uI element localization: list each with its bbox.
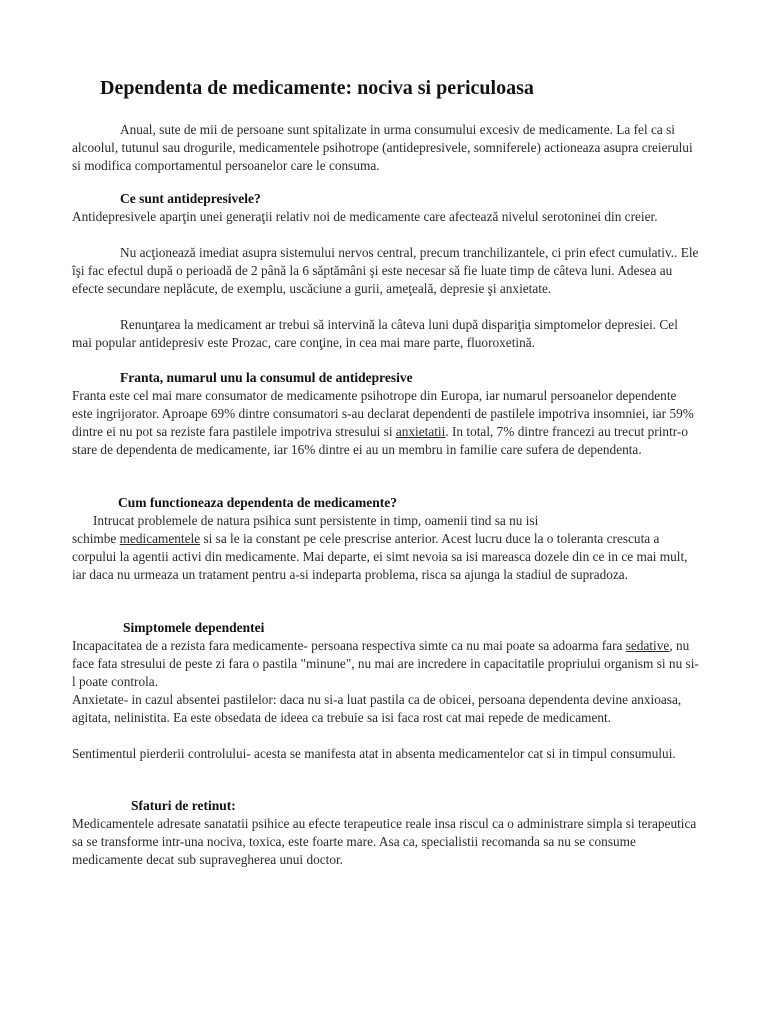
- section-heading-sfaturi: Sfaturi de retinut:: [131, 798, 236, 813]
- paragraph: [72, 637, 700, 691]
- paragraph-line: Intrucat problemele de natura psihica sunt persistente in timp, oamenii tind sa nu isi: [93, 513, 539, 528]
- text: Incapacitatea de a rezista fara medicamente- persoana respectiva simte ca nu mai poate sa adoarma fara: [72, 638, 626, 653]
- paragraph: Renunţarea la medicament ar trebui să intervină la câteva luni după dispariţia simptomelor depresiei. Cel mai popular antidepresiv este Prozac, care conţine, in cea mai mare parte, fluoroxetină.: [72, 317, 678, 350]
- paragraph: Sentimentul pierderii controlului- acesta se manifesta atat in absenta medicamentelor cat si in timpul consumului.: [72, 746, 676, 761]
- text: si sa le ia constant pe cele prescrise anterior. Acest lucru duce la o toleranta crescuta a corpului la agentii activi din medicamente. Mai departe, ei simt nevoia sa isi mareasca dozele din ce in ce mai mult, iar daca nu urmeaza un tratament pentru a-si indeparta problema, risca sa ajunga la stadiul de supradoza.: [72, 531, 688, 582]
- section-heading-dependenta: Cum functioneaza dependenta de medicamente?: [118, 495, 397, 510]
- medicamentele-link[interactable]: medicamentele: [119, 531, 201, 546]
- text: schimbe: [72, 531, 120, 546]
- paragraph: Medicamentele adresate sanatatii psihice au efecte terapeutice reale insa riscul ca o administrare simpla si terapeutica sa se transforme intr-una nociva, toxica, este foarte mare. Asa ca, specialistii recomanda sa nu se consume medicamente decat sub supravegherea unui doctor.: [72, 816, 697, 867]
- page-title: Dependenta de medicamente: nociva si periculoasa: [100, 77, 534, 99]
- text: Franta este cel mai mare consumator de medicamente psihotrope din Europa, iar numarul persoanelor dependente este ingrijorator. Aproape 69% dintre consumatori s-au declarat dependenti de pastilele impotriva insomniei, iar 59% dintre ei nu pot sa reziste fara pastilele impotriva stresului si: [72, 388, 694, 439]
- paragraph: Anxietate- in cazul absentei pastilelor: daca nu si-a luat pastila ca de obicei, persoana dependenta devine anxioasa, agitata, nelinistita. Ea este obsedata de ideea ca trebuie sa isi faca rost cat mai repede de medicament.: [72, 692, 682, 725]
- text: . In total, 7% dintre francezi au trecut printr-o stare de dependenta de medicamente, iar 16% dintre ei au un membru in familie care sufera de dependenta.: [72, 424, 688, 457]
- paragraph: [72, 530, 700, 584]
- sedative-link[interactable]: sedative: [625, 638, 670, 653]
- intro-paragraph: Anual, sute de mii de persoane sunt spitalizate in urma consumului excesiv de medicamente. La fel ca si alcoolul, tutunul sau drogurile, medicamentele psihotrope (antidepresivele, somniferele) actioneaza asupra creierului si modifica comportamentul persoanelor care le consuma.: [72, 122, 693, 173]
- paragraph: Antidepresivele aparţin unei generaţii relativ noi de medicamente care afectează nivelul serotoninei din creier.: [72, 209, 658, 224]
- section-heading-simptome: Simptomele dependentei: [123, 620, 265, 635]
- section-heading-franta: Franta, numarul unu la consumul de antidepresive: [120, 370, 413, 385]
- paragraph: [72, 387, 700, 459]
- text: , nu face fata stresului de peste zi fara o pastila "minune", nu mai are incredere in capacitatile propriului organism si nu si-l poate controla.: [72, 638, 699, 689]
- section-heading-antidepresive: Ce sunt antidepresivele?: [120, 191, 261, 206]
- anxietatii-link[interactable]: anxietatii: [395, 424, 446, 439]
- paragraph: Nu acţionează imediat asupra sistemului nervos central, precum tranchilizantele, ci prin efect cumulativ.. Ele îşi fac efectul după o perioadă de 2 până la 6 săptămâni şi este necesar să fie luate timp de câteva luni. Adesea au efecte secundare neplăcute, de exemplu, uscăciune a gurii, ameţeală, depresie şi anxietate.: [72, 245, 699, 296]
